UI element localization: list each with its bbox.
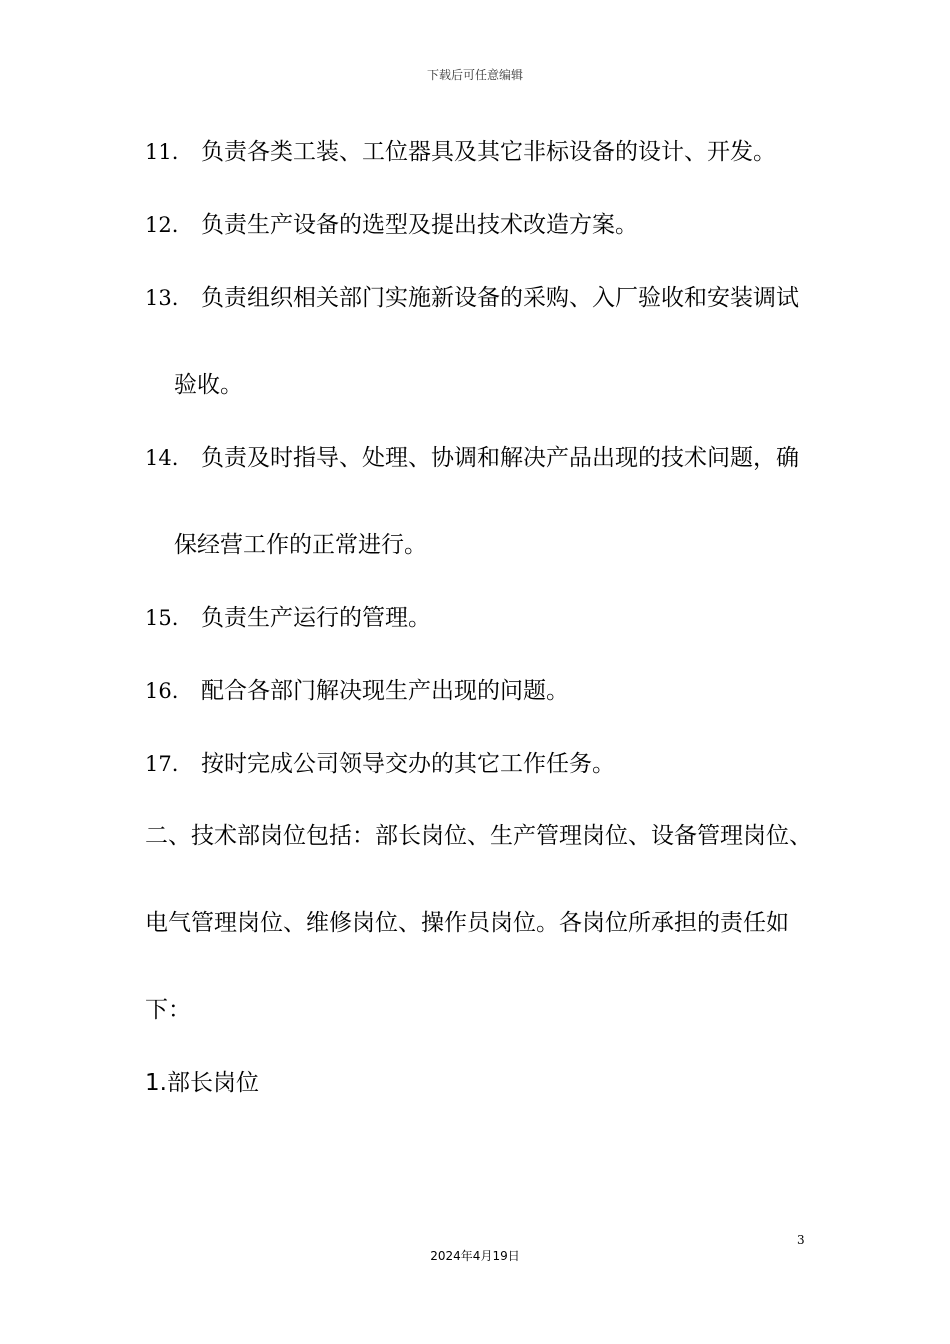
item-number: 16. <box>145 679 179 703</box>
item-text: 负责生产设备的选型及提出技术改造方案。 <box>201 212 638 238</box>
item-number: 14. <box>145 446 179 470</box>
list-item <box>145 137 776 167</box>
list-item-continuation: 保经营工作的正常进行。 <box>174 532 427 558</box>
item-number: 11. <box>145 140 179 164</box>
page-header-note: 下载后可任意编辑 <box>426 68 523 82</box>
item-number: 15. <box>145 606 179 630</box>
item-text: 负责及时指导、处理、协调和解决产品出现的技术问题，确 <box>201 445 799 471</box>
list-item <box>145 443 799 473</box>
list-item <box>145 283 799 313</box>
item-text: 负责生产运行的管理。 <box>201 605 431 631</box>
footer-date: 2024年4月19日 <box>430 1249 520 1263</box>
item-text: 负责组织相关部门实施新设备的采购、入厂验收和安装调试 <box>201 285 799 311</box>
item-text: 配合各部门解决现生产出现的问题。 <box>201 678 569 704</box>
item-text: 负责各类工装、工位器具及其它非标设备的设计、开发。 <box>201 139 776 165</box>
section-paragraph-line: 电气管理岗位、维修岗位、操作员岗位。各岗位所承担的责任如 <box>145 910 789 936</box>
section-paragraph-line: 二、技术部岗位包括：部长岗位、生产管理岗位、设备管理岗位、 <box>145 823 812 849</box>
page-number: 3 <box>797 1233 805 1247</box>
list-item <box>145 749 615 779</box>
item-text: 按时完成公司领导交办的其它工作任务。 <box>201 751 615 777</box>
section-paragraph-line: 下： <box>145 997 191 1023</box>
item-number: 12. <box>145 213 179 237</box>
subheading: 1.部长岗位 <box>145 1070 259 1096</box>
item-number: 17. <box>145 752 179 776</box>
list-item <box>145 676 569 706</box>
list-item <box>145 210 638 240</box>
list-item-continuation: 验收。 <box>174 372 243 398</box>
item-number: 13. <box>145 286 179 310</box>
list-item <box>145 603 431 633</box>
